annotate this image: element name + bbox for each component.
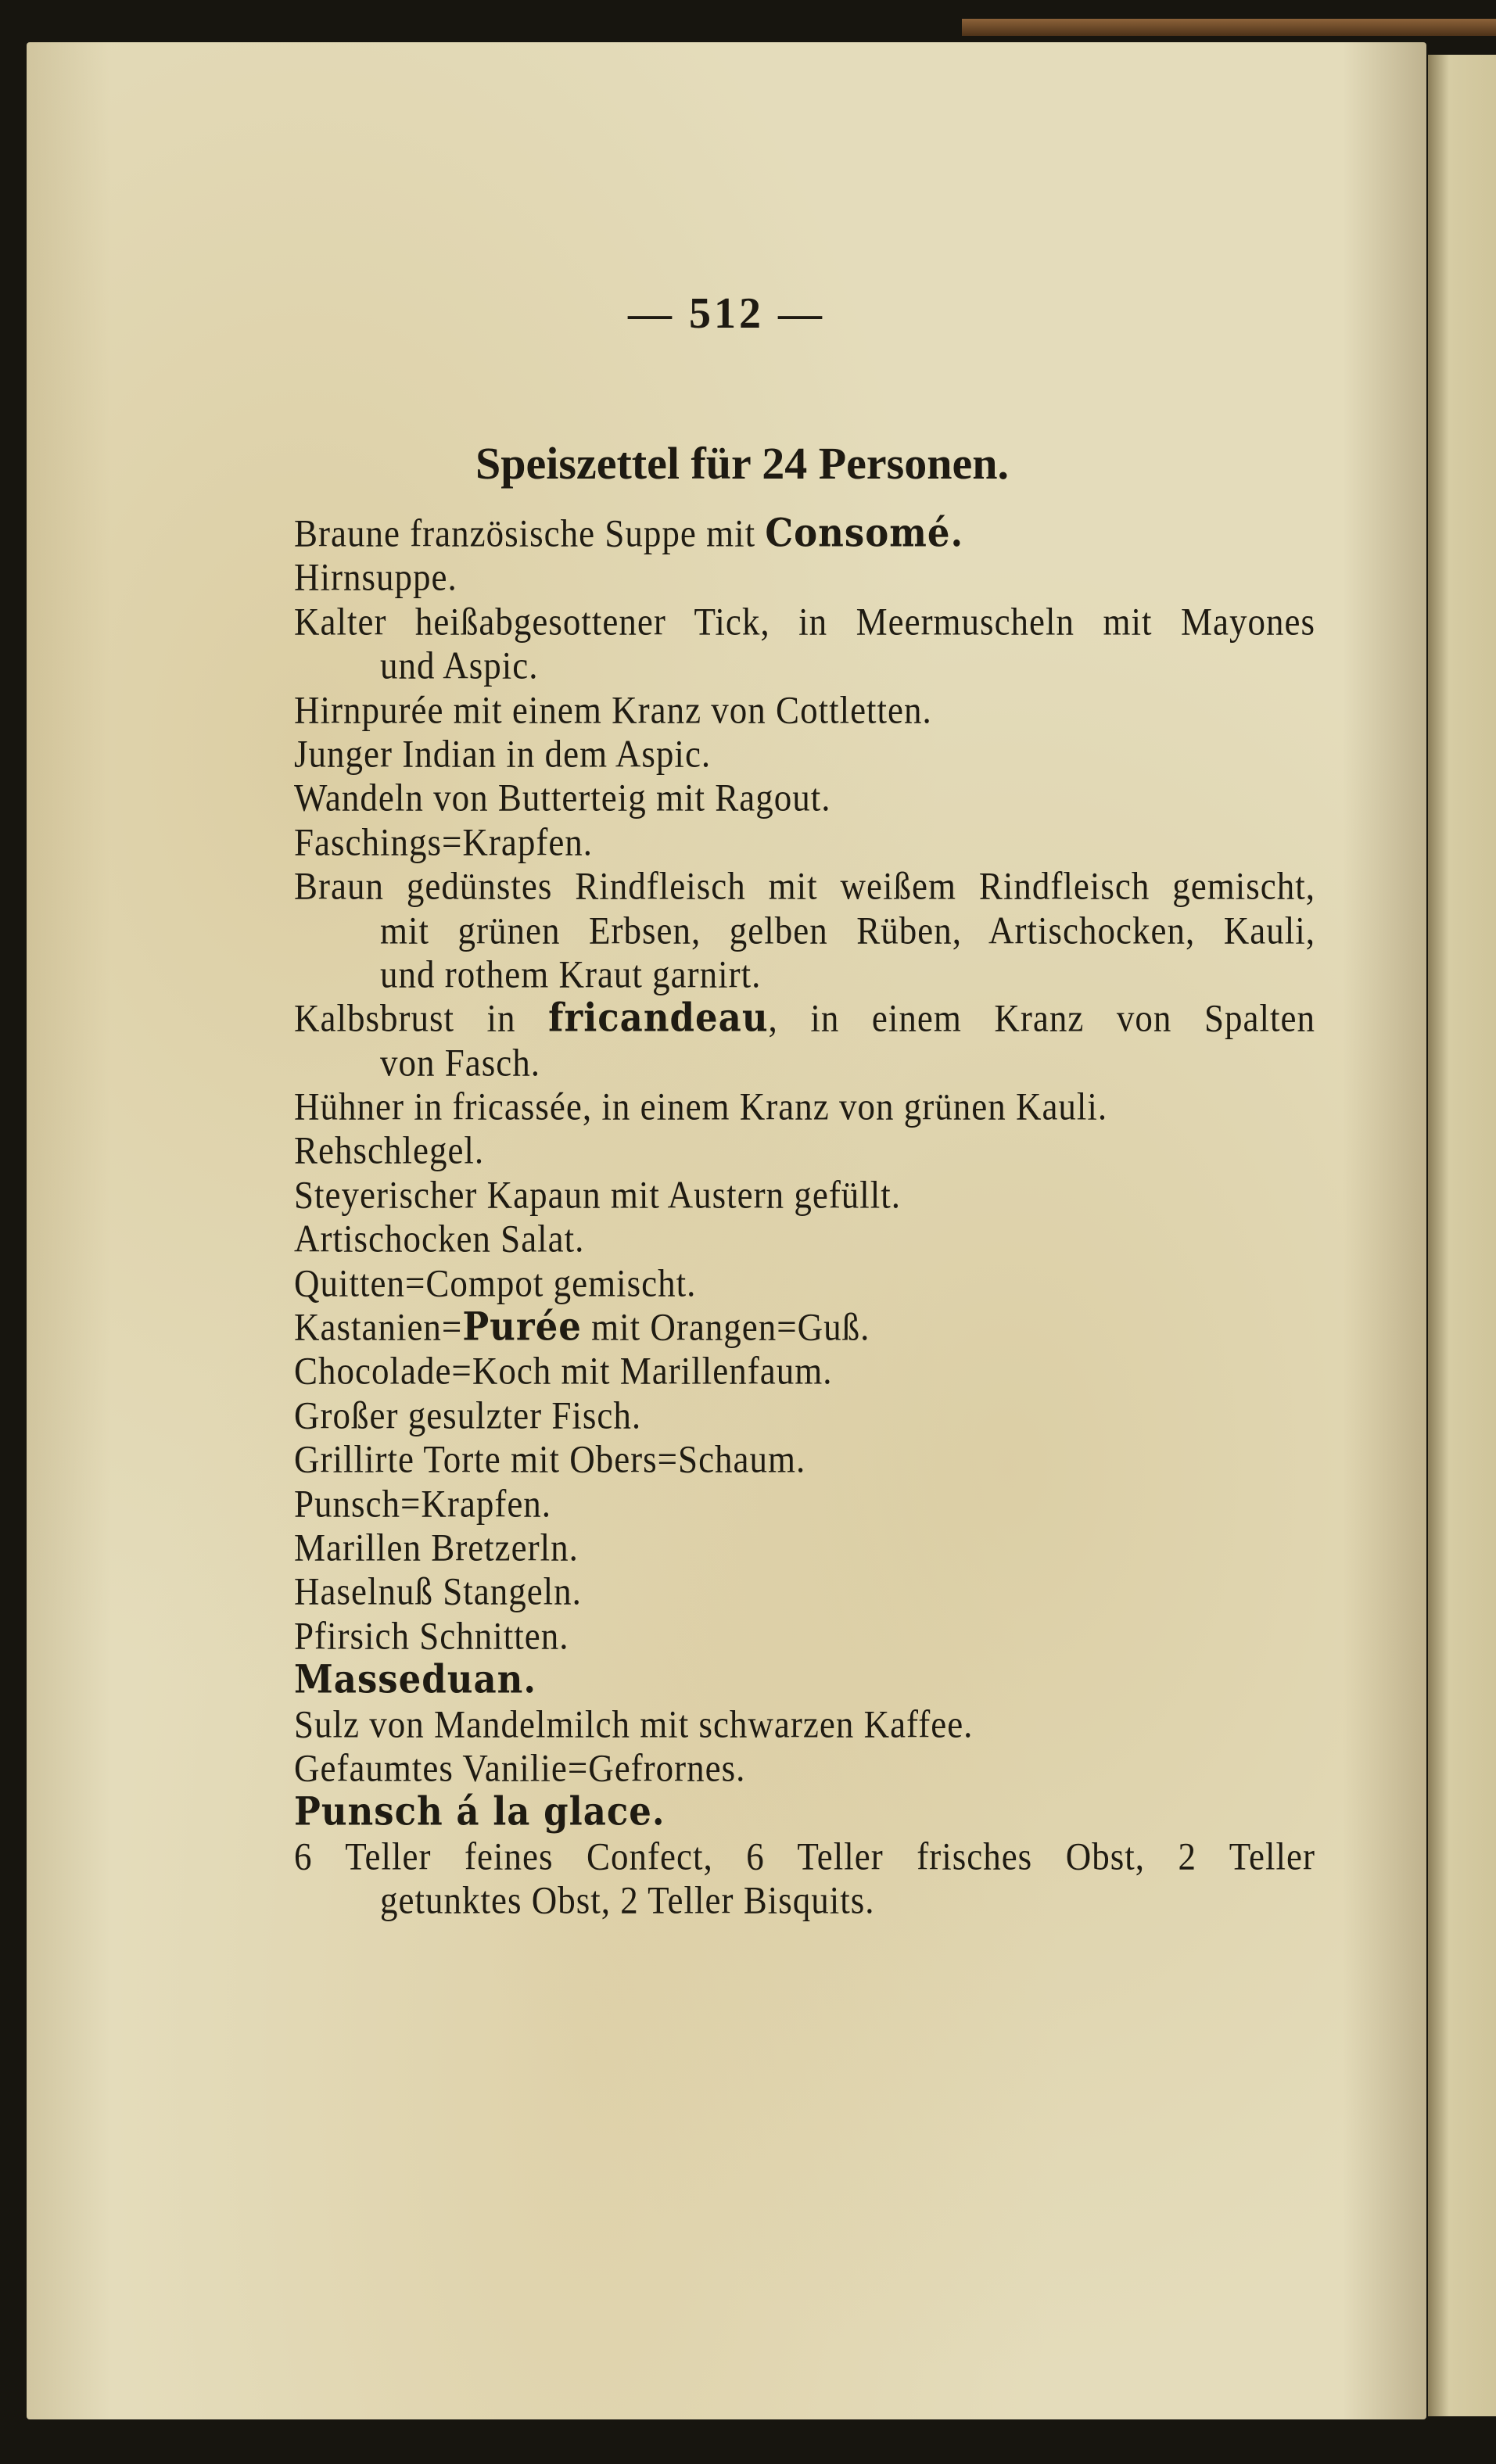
menu-item: [294, 555, 1315, 599]
menu-item-line: [294, 818, 1315, 866]
text: Grillirte Torte mit Obers=Schaum.: [294, 1437, 806, 1481]
text: Kastanien=: [294, 1305, 463, 1349]
menu-item: [294, 1658, 1315, 1702]
menu-item: [294, 820, 1315, 864]
text: Hirnpurée mit einem Kranz von Cottletten.: [294, 688, 932, 732]
menu-item-line: [294, 686, 1315, 734]
text: Hühner in fricassée, in einem Kranz von grünen Kauli.: [294, 1085, 1108, 1128]
menu-item-line: [294, 1479, 1315, 1528]
text: Braune französische Suppe mit: [294, 511, 766, 555]
menu-item: [294, 1614, 1315, 1658]
menu-list: [294, 511, 1315, 1923]
menu-item-line: [294, 597, 1315, 646]
page-number: — 512 —: [628, 289, 825, 338]
menu-item: [294, 688, 1315, 732]
menu-item-line: [294, 509, 1315, 558]
text: Punsch=Krapfen.: [294, 1482, 552, 1526]
menu-item-line: [294, 730, 1315, 778]
latin-bold-text: Purée: [462, 1304, 582, 1350]
text: getunktes Obst, 2 Teller Bisquits.: [380, 1878, 875, 1922]
menu-item-continuation-line: [294, 906, 1315, 955]
latin-bold-text: Consomé.: [765, 510, 964, 556]
menu-item-line: [294, 1523, 1315, 1572]
menu-item-line: [294, 994, 1315, 1042]
menu-item: [294, 1482, 1315, 1526]
menu-item-continuation-line: [294, 950, 1315, 999]
menu-item: [294, 776, 1315, 820]
text: Gefaumtes Vanilie=Gefrornes.: [294, 1746, 746, 1790]
latin-bold-text: Punsch á la glace.: [294, 1788, 665, 1835]
menu-item-continuation-line: [294, 1876, 1315, 1924]
menu-item: [294, 1085, 1315, 1128]
menu-item-continuation-line: [294, 1038, 1315, 1087]
menu-item-line: [294, 1700, 1315, 1748]
menu-item-line: [294, 774, 1315, 823]
text: Steyerischer Kapaun mit Austern gefüllt.: [294, 1173, 902, 1217]
menu-item: [294, 996, 1315, 1085]
text: Rehschlegel.: [294, 1128, 485, 1172]
menu-item: [294, 1569, 1315, 1613]
text: Junger Indian in dem Aspic.: [294, 732, 712, 776]
menu-item: [294, 511, 1315, 555]
menu-item-line: [294, 1435, 1315, 1483]
menu-item-line: [294, 862, 1315, 910]
text: und rothem Kraut garnirt.: [380, 952, 762, 996]
text: mit Orangen=Guß.: [581, 1305, 870, 1349]
menu-item-line: [294, 1171, 1315, 1219]
latin-bold-text: Masseduan.: [294, 1656, 536, 1702]
page-title: Speiszettel für 24 Personen.: [475, 438, 1009, 489]
menu-item-line: [294, 1391, 1315, 1440]
menu-item-line: [294, 554, 1315, 602]
text: Marillen Bretzerln.: [294, 1526, 579, 1569]
menu-item-line: [294, 1655, 1315, 1704]
menu-item: [294, 1128, 1315, 1172]
text: Faschings=Krapfen.: [294, 820, 594, 864]
menu-item: [294, 1173, 1315, 1217]
menu-item: [294, 1349, 1315, 1393]
latin-bold-text: fricandeau: [548, 995, 769, 1041]
menu-item: [294, 1261, 1315, 1305]
text: Quitten=Compot gemischt.: [294, 1261, 697, 1305]
menu-item-line: [294, 1788, 1315, 1837]
menu-item: [294, 1746, 1315, 1790]
text: Wandeln von Butterteig mit Ragout.: [294, 776, 831, 820]
menu-item-line: [294, 1259, 1315, 1307]
menu-item: [294, 1437, 1315, 1481]
adjacent-page-edge: [1428, 55, 1496, 2416]
menu-item-line: [294, 1303, 1315, 1351]
text: Hirnsuppe.: [294, 555, 457, 599]
text: 6 Teller feines Confect, 6 Teller frisches Obst, 2 Teller: [294, 1835, 1315, 1878]
text: mit grünen Erbsen, gelben Rüben, Artischocken, Kauli,: [380, 908, 1315, 952]
menu-item-line: [294, 1568, 1315, 1616]
menu-item: [294, 1217, 1315, 1261]
menu-item-line: [294, 1127, 1315, 1175]
menu-item: [294, 1393, 1315, 1437]
text: , in einem Kranz von Spalten: [768, 996, 1315, 1040]
text: Kalter heißabgesottener Tick, in Meermuscheln mit Mayones: [294, 600, 1315, 644]
menu-item: [294, 1305, 1315, 1349]
book-top-edge: [962, 19, 1496, 36]
book-page: [27, 42, 1426, 2419]
menu-item: [294, 1790, 1315, 1834]
text: Chocolade=Koch mit Marillenfaum.: [294, 1349, 833, 1393]
menu-item-line: [294, 1744, 1315, 1792]
menu-item-continuation-line: [294, 641, 1315, 690]
menu-item-line: [294, 1832, 1315, 1881]
text: Pfirsich Schnitten.: [294, 1614, 569, 1658]
menu-item: [294, 600, 1315, 688]
menu-item: [294, 732, 1315, 776]
text: Kalbsbrust in: [294, 996, 549, 1040]
text: von Fasch.: [380, 1041, 540, 1085]
menu-item-line: [294, 1214, 1315, 1263]
menu-item-line: [294, 1612, 1315, 1660]
text: Artischocken Salat.: [294, 1217, 585, 1261]
text: Haselnuß Stangeln.: [294, 1569, 582, 1613]
menu-item: [294, 1526, 1315, 1569]
menu-item: [294, 864, 1315, 996]
text: Großer gesulzter Fisch.: [294, 1393, 642, 1437]
text: Sulz von Mandelmilch mit schwarzen Kaffee.: [294, 1702, 974, 1746]
menu-item-line: [294, 1082, 1315, 1131]
text: Braun gedünstes Rindfleisch mit weißem Rindfleisch gemischt,: [294, 864, 1315, 908]
text: und Aspic.: [380, 644, 539, 687]
menu-item: [294, 1702, 1315, 1746]
menu-item: [294, 1835, 1315, 1923]
menu-item-line: [294, 1347, 1315, 1396]
